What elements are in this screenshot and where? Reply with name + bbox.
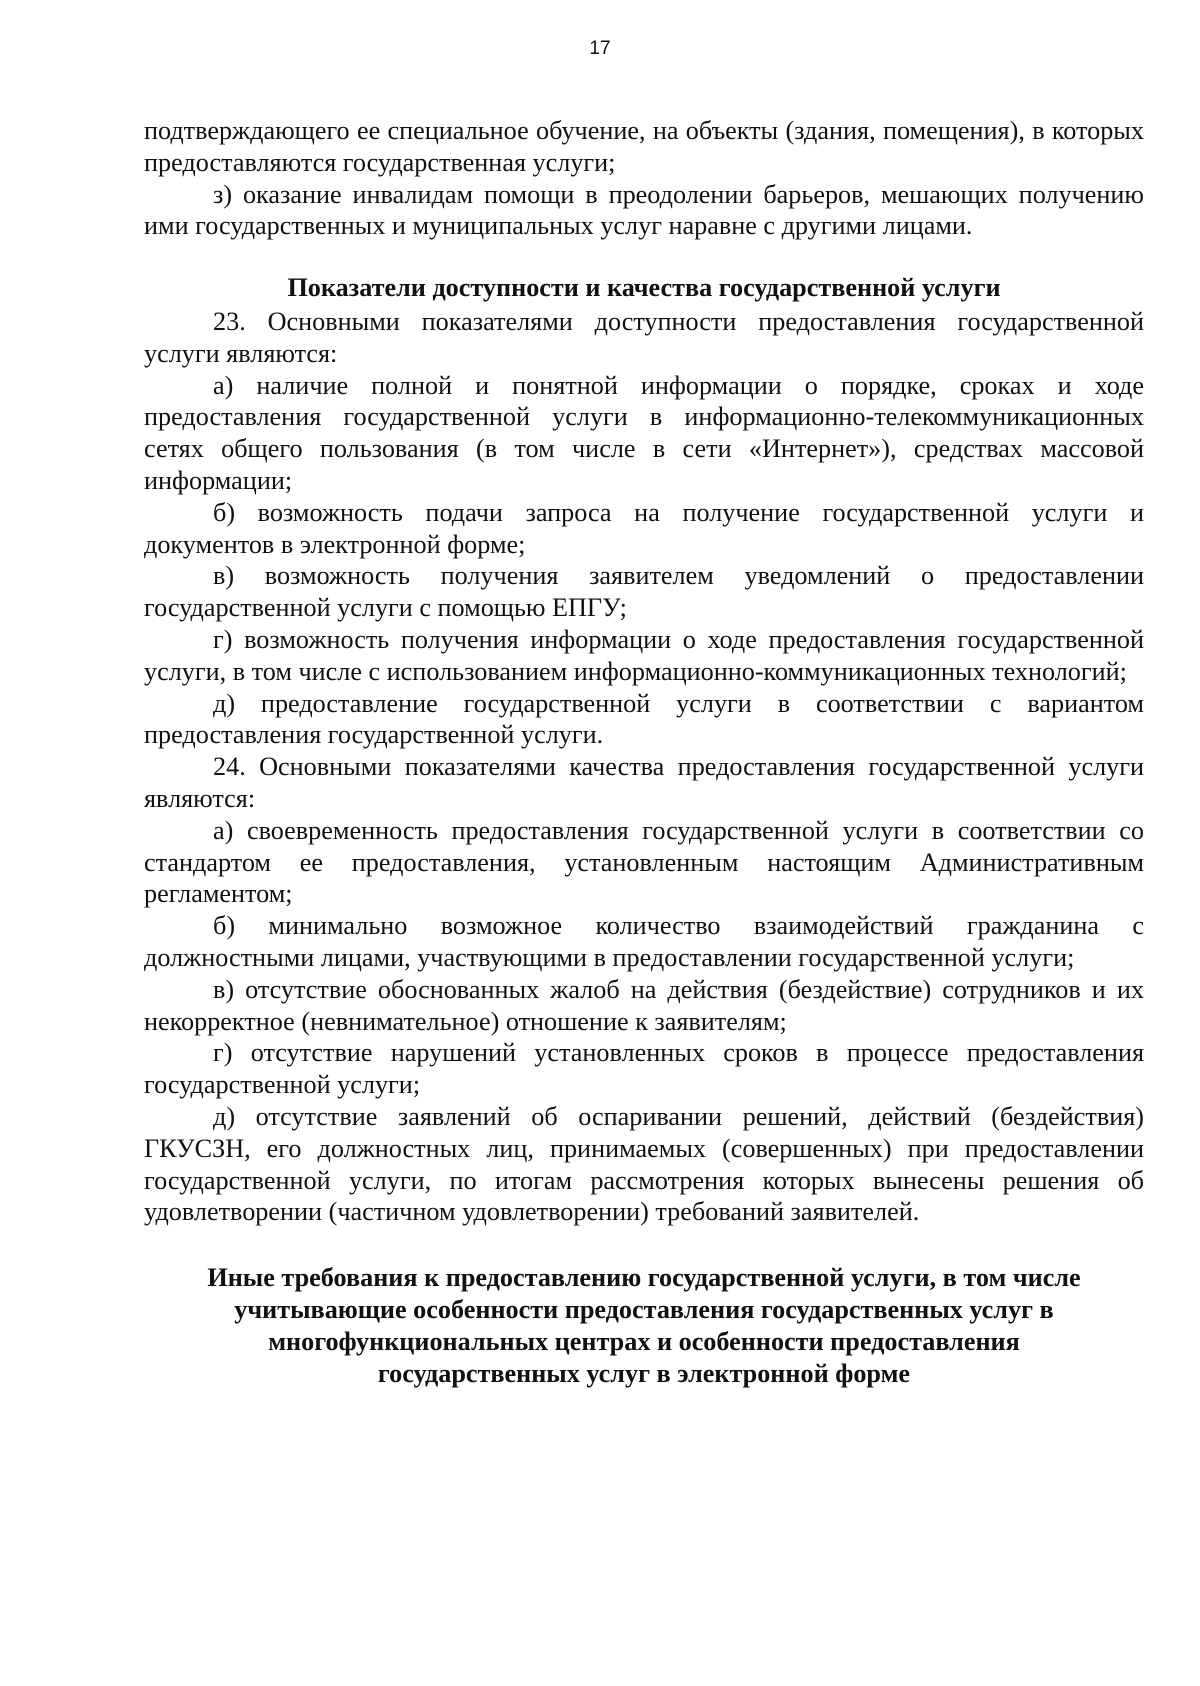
paragraph-24-v: в) отсутствие обоснованных жалоб на действия (бездействие) сотрудников и их некорректное (невнимательное) отношение к заявителям; [144, 974, 1144, 1036]
paragraph-24-d: д) отсутствие заявлений об оспаривании решений, действий (бездействия) ГКУСЗН, его должностных лиц, принимаемых (совершенных) при предоставлении государственной услуги, по итогам рассмотрения которых вынесены решения об удовлетворении (частичном удовлетворении) требований заявителей. [144, 1101, 1144, 1227]
paragraph-24: 24. Основными показателями качества предоставления государственной услуги являются: [144, 752, 1144, 813]
page-number: 17 [589, 38, 611, 59]
paragraph-continuation: подтверждающего ее специальное обучение, на объекты (здания, помещения), в которых предоставляются государственная услуги; [144, 116, 1144, 177]
heading-line: государственных услуг в электронной форме [377, 1359, 911, 1389]
paragraph-item-z: з) оказание инвалидам помощи в преодолении барьеров, мешающих получению ими государственных и муниципальных услуг наравне с другими лицами. [144, 179, 1144, 241]
paragraph-24-g: г) отсутствие нарушений установленных сроков в процессе предоставления государственной услуги; [144, 1038, 1144, 1100]
paragraph-23: 23. Основными показателями доступности предоставления государственной услуги являются: [144, 306, 1144, 368]
heading-line: многофункциональных центрах и особенности предоставления [268, 1327, 1020, 1357]
section-heading-accessibility: Показатели доступности и качества государственной услуги [287, 273, 1001, 303]
document-body [144, 115, 1144, 1390]
paragraph-23-v: в) возможность получения заявителем уведомлений о предоставлении государственной услуги с помощью ЕПГУ; [144, 561, 1144, 623]
heading-line: учитывающие особенности предоставления государственных услуг в [234, 1295, 1054, 1325]
paragraph-23-d: д) предоставление государственной услуги в соответствии с вариантом предоставления государственной услуги. [144, 688, 1144, 750]
paragraph-24-b: б) минимально возможное количество взаимодействий гражданина с должностными лицами, участвующими в предоставлении государственной услуги; [144, 911, 1144, 972]
heading-line: Иные требования к предоставлению государственной услуги, в том числе [207, 1263, 1081, 1293]
section-heading-other-requirements [144, 1262, 1144, 1390]
paragraph-23-g: г) возможность получения информации о ходе предоставления государственной услуги, в том числе с использованием информационно-коммуникационных технологий; [144, 624, 1144, 686]
paragraph-24-a: а) своевременность предоставления государственной услуги в соответствии со стандартом ее предоставления, установленным настоящим Административным регламентом; [144, 815, 1144, 909]
paragraph-23-a: а) наличие полной и понятной информации о порядке, сроках и ходе предоставления государственной услуги в информационно-телекоммуникационных сетях общего пользования (в том числе в сети «Интернет»), средствах массовой информации; [144, 370, 1144, 495]
paragraph-23-b: б) возможность подачи запроса на получение государственной услуги и документов в электронной форме; [144, 497, 1144, 559]
